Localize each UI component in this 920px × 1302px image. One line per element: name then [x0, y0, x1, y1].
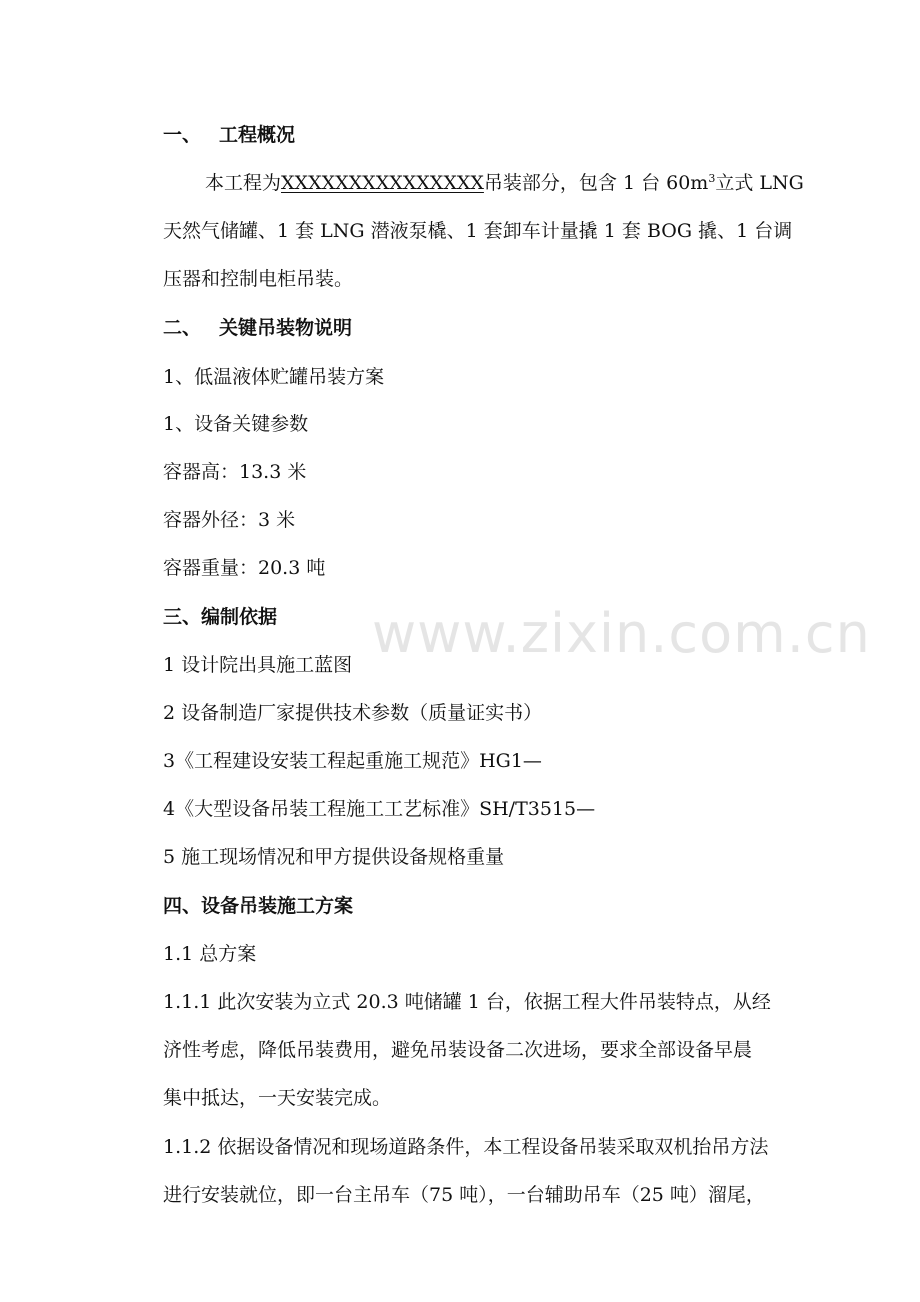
section-number: 四、 [163, 895, 202, 917]
section-heading-2 [163, 315, 863, 341]
s3-line: 1 设计院出具施工蓝图 [163, 654, 353, 676]
s2-line: 容器外径：3 米 [163, 509, 296, 531]
section-heading-1 [163, 122, 863, 148]
superscript-3: 3 [708, 172, 716, 185]
s3-line: 5 施工现场情况和甲方提供设备规格重量 [163, 846, 505, 868]
s4-line: 进行安装就位，即一台主吊车（75 吨），一台辅助吊车（25 吨）溜尾， [163, 1184, 765, 1206]
intro-part2: 立式 LNG [715, 172, 804, 194]
section-title: 关键吊装物说明 [219, 317, 353, 339]
section-title: 编制依据 [201, 606, 278, 628]
project-name: XXXXXXXXXXXXXXX [281, 172, 484, 194]
s3-line: 3《工程建设安装工程起重施工规范》HG1— [163, 750, 542, 772]
section-title: 工程概况 [219, 124, 296, 146]
section-heading-4 [163, 893, 863, 919]
section-title: 设备吊装施工方案 [201, 895, 354, 917]
s2-line: 容器重量：20.3 吨 [163, 557, 326, 579]
intro-prefix: 本工程为 [205, 172, 282, 194]
intro-line-3: 压器和控制电柜吊装。 [163, 268, 354, 290]
section-number: 一、 [163, 124, 202, 146]
intro-line-2: 天然气储罐、1 套 LNG 潜液泵橇、1 套卸车计量撬 1 套 BOG 撬、1 台调 [163, 220, 793, 242]
s4-line: 1.1.1 此次安装为立式 20.3 吨储罐 1 台，依据工程大件吊装特点，从经 [163, 991, 771, 1013]
s4-line: 济性考虑，降低吊装费用，避免吊装设备二次进场，要求全部设备早晨 [163, 1039, 753, 1061]
intro-part1: 吊装部分，包含 1 台 60m [483, 172, 709, 194]
s4-line: 集中抵达，一天安装完成。 [163, 1087, 392, 1109]
watermark: www.zixin.com.cn [372, 602, 871, 665]
s4-line: 1.1 总方案 [163, 943, 257, 965]
intro-line-1 [205, 170, 905, 196]
section-number: 三、 [163, 606, 202, 628]
s2-line: 容器高：13.3 米 [163, 461, 307, 483]
section-number: 二、 [163, 317, 202, 339]
s2-line: 1、设备关键参数 [163, 413, 309, 435]
s2-line: 1、低温液体贮罐吊装方案 [163, 366, 385, 388]
s4-line: 1.1.2 依据设备情况和现场道路条件，本工程设备吊装采取双机抬吊方法 [163, 1136, 769, 1158]
s3-line: 2 设备制造厂家提供技术参数（质量证实书） [163, 702, 543, 724]
s3-line: 4《大型设备吊装工程施工工艺标准》SH/T3515— [163, 798, 596, 820]
